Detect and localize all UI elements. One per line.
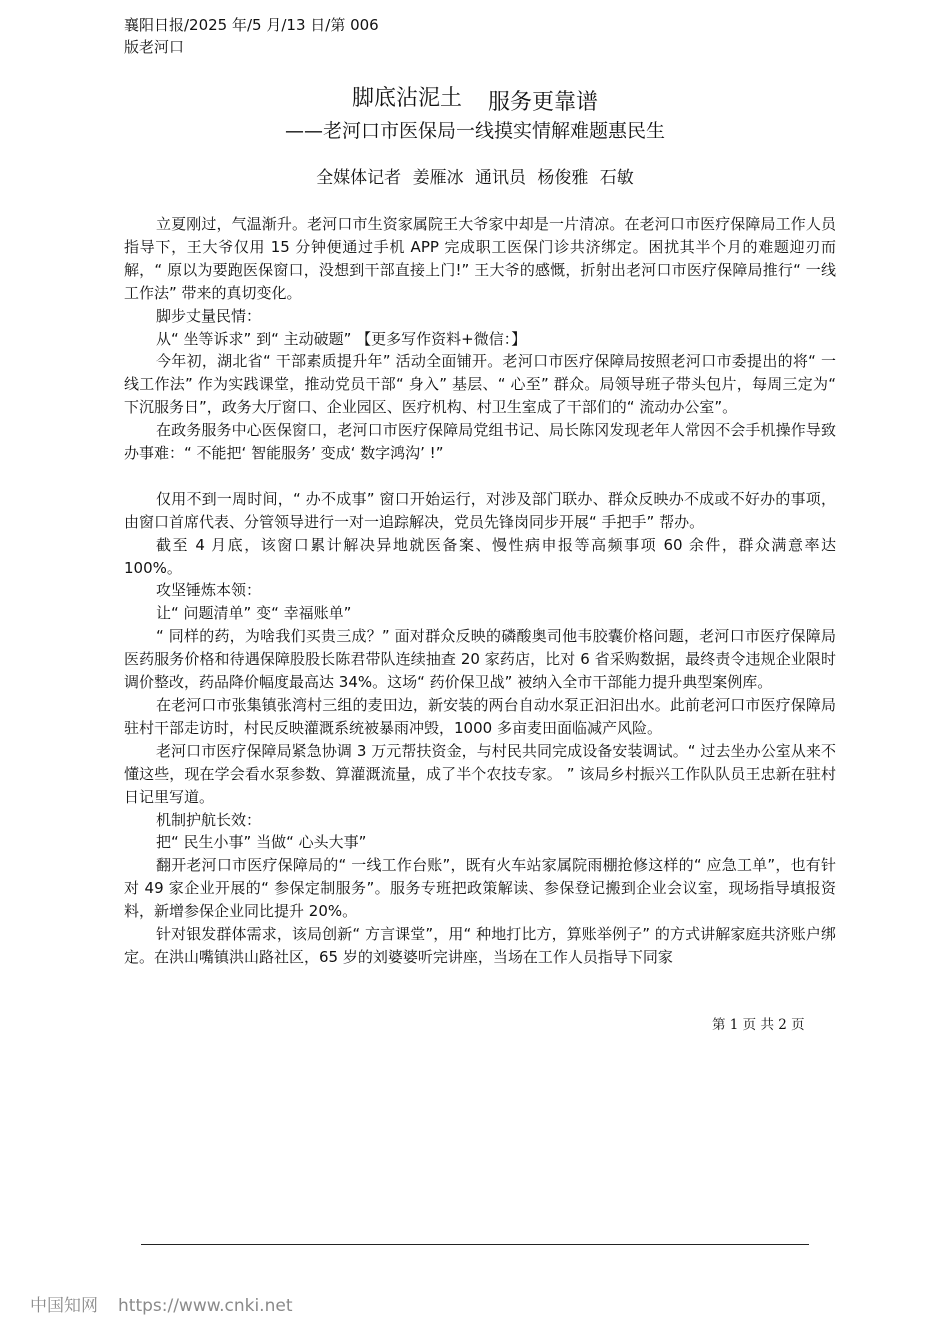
paragraph: 针对银发群体需求，该局创新“ 方言课堂”，用“ 种地打比方，算账举例子” 的方式讲解家庭共济账户绑定。在洪山嘴镇洪山路社区，65 岁的刘婆婆听完讲座，当场在工作人员指导下同家: [124, 925, 836, 966]
paragraph: 翻开老河口市医疗保障局的“ 一线工作台账”，既有火车站家属院雨棚抢修这样的“ 应急工单”，也有针对 49 家企业开展的“ 参保定制服务”。服务专班把政策解读、参保登记搬到企业会议室，现场指导填报资料，新增参保企业同比提升 20%。: [124, 856, 836, 921]
article-body: [124, 213, 836, 969]
footer-watermark: [30, 1294, 292, 1318]
article-title: [0, 84, 950, 114]
paragraph: 仅用不到一周时间，“ 办不成事” 窗口开始运行，对涉及部门联办、群众反映办不成或不好办的事项，由窗口首席代表、分管领导进行一对一追踪解决，党员先锋岗同步开展“ 手把手” 帮办。: [124, 489, 836, 531]
title-part-1: 脚底沾泥土: [351, 86, 462, 111]
paragraph: 今年初，湖北省“ 干部素质提升年” 活动全面铺开。老河口市医疗保障局按照老河口市委提出的将“ 一线工作法” 作为实践课堂，推动党员干部“ 身入” 基层、“ 心至” 群众。局领导班子带头包片，每周三定为“ 下沉服务日”，政务大厅窗口、企业园区、医疗机构、村卫生室成了干部们的“ 流动办公室”。: [124, 352, 836, 417]
section-heading: 机制护航长效：: [156, 810, 262, 829]
footer-brand: 中国知网: [30, 1296, 98, 1316]
section-subheading: 从“ 坐等诉求” 到“ 主动破题” 【更多写作资料+微信：】: [156, 329, 527, 348]
paragraph: “ 同样的药，为啥我们买贵三成？” 面对群众反映的磷酸奥司他韦胶囊价格问题，老河口市医疗保障局医药服务价格和待遇保障股股长陈君带队连续抽查 20 家药店，比对 6 省采购数据，最终责令违规企业限时调价整改，药品降价幅度最高达 34%。这场“ 药价保卫战” 被纳入全市干部能力提升典型案例库。: [124, 627, 836, 692]
footer-divider: [141, 1244, 809, 1245]
header-line-1: 襄阳日报/2025 年/5 月/13 日/第 006: [124, 16, 379, 34]
article-subtitle: ——老河口市医保局一线摸实情解难题惠民生: [284, 120, 665, 142]
section-heading: 脚步丈量民情：: [156, 306, 262, 325]
publication-header: [124, 14, 379, 58]
page-number: 第 1 页 共 2 页: [712, 1017, 805, 1033]
paragraph: 老河口市医疗保障局紧急协调 3 万元帮扶资金，与村民共同完成设备安装调试。“ 过去坐办公室从来不懂这些，现在学会看水泵参数、算灌溉流量，成了半个农技专家。 ” 该局乡村振兴工作队队员王忠新在驻村日记里写道。: [124, 741, 836, 806]
paragraph: 在政务服务中心医保窗口，老河口市医疗保障局党组书记、局长陈冈发现老年人常因不会手机操作导致办事难：“ 不能把‘ 智能服务’ 变成‘ 数字鸿沟’ !”: [124, 421, 836, 463]
section-subheading: 把“ 民生小事” 当做“ 心头大事”: [156, 833, 367, 852]
paragraph: 立夏刚过，气温渐升。老河口市生资家属院王大爷家中却是一片清凉。在老河口市医疗保障局工作人员指导下，王大爷仅用 15 分钟便通过手机 APP 完成职工医保门诊共济绑定。困扰其半个月的难题迎刃而解，“ 原以为要跑医保窗口，没想到干部直接上门!” 王大爷的感慨，折射出老河口市医疗保障局推行“ 一线工作法” 带来的真切变化。: [124, 215, 836, 302]
footer-url[interactable]: https://www.cnki.net: [118, 1296, 293, 1316]
section-subheading: 让“ 问题清单” 变“ 幸福账单”: [156, 604, 352, 623]
paragraph: 在老河口市张集镇张湾村三组的麦田边，新安装的两台自动水泵正汩汩出水。此前老河口市医疗保障局驻村干部走访时，村民反映灌溉系统被暴雨冲毁，1000 多亩麦田面临减产风险。: [124, 696, 836, 737]
byline: 全媒体记者 姜雁冰 通讯员 杨俊雅 石敏: [316, 168, 634, 188]
header-line-2: 版老河口: [124, 38, 185, 56]
section-heading: 攻坚锤炼本领：: [156, 581, 262, 600]
title-part-2: 服务更靠谱: [488, 90, 599, 115]
paragraph: 截至 4 月底，该窗口累计解决异地就医备案、慢性病申报等高频事项 60 余件，群众满意率达 100%。: [124, 535, 836, 577]
